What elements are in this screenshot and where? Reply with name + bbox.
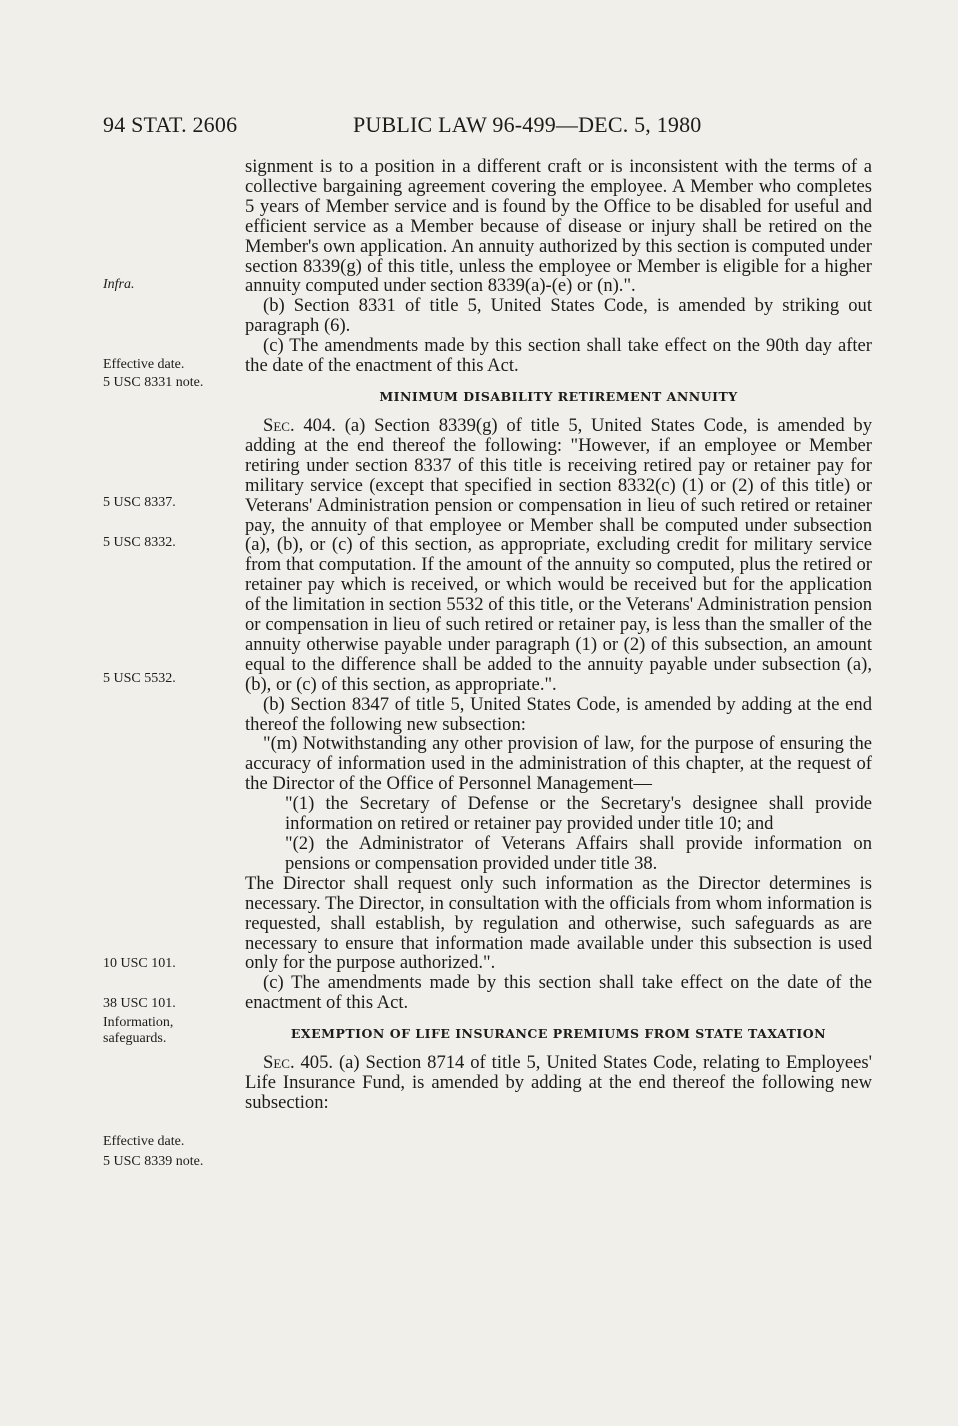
paragraph (245, 416, 872, 695)
paragraph-text: (a) Section 8714 of title 5, United States Code, relating to Employees' Life Insurance Fund, is amended by adding at the end thereof the following new subsection: (245, 1052, 872, 1113)
running-header: PUBLIC LAW 96-499—DEC. 5, 1980 (353, 112, 702, 137)
section-label: Sec. 404. (263, 414, 336, 436)
margin-note-effective-date: Effective date. (103, 1134, 185, 1149)
margin-note-citation: 5 USC 5532. (103, 671, 176, 686)
section-heading: EXEMPTION OF LIFE INSURANCE PREMIUMS FROM STATE TAXATION (290, 1026, 827, 1042)
margin-note-citation: 5 USC 8332. (103, 535, 176, 550)
margin-note-infra: Infra. (103, 277, 135, 292)
paragraph: (b) Section 8331 of title 5, United States Code, is amended by striking out paragraph (6). (245, 295, 872, 337)
body-text (245, 157, 872, 1113)
section-label: Sec. 405. (263, 1052, 334, 1074)
margin-note-citation: 5 USC 8339 note. (103, 1154, 204, 1169)
paragraph (245, 1053, 872, 1113)
paragraph-text: (a) Section 8339(g) of title 5, United States Code, is amended by adding at the end thereof the following: "However, if an employee or Member retiring under section 8337 of this title is receiving retired pay or retainer pay for military service (except that specified in section 8332(c) (1) or (2) of this title) or Veterans' Administration pension or compensation in lieu of such retired or retainer pay, the annuity of that employee or Member shall be computed under subsection (a), (b), or (c) of this section, as appropriate, excluding credit for military service from that computation. If the amount of the annuity so computed, plus the retired or retainer pay which is received, or which would be received but for the application of the limitation in section 5532 of this title, or the Veterans' Administration pension or compensation in lieu of such retired or retainer pay, is less than the smaller of the annuity otherwise payable under paragraph (1) or (2) of this subsection, an amount equal to the difference shall be added to the annuity payable under subsection (a), (b), or (c) of this section, as appropriate.". (245, 414, 873, 695)
margin-note-effective-date: Effective date. (103, 357, 185, 372)
margin-note-citation: 5 USC 8337. (103, 495, 176, 510)
margin-note-citation: 10 USC 101. (103, 956, 176, 971)
margin-note-citation: 5 USC 8331 note. (103, 375, 204, 390)
paragraph: (c) The amendments made by this section shall take effect on the date of the enactment of this Act. (245, 972, 872, 1014)
paragraph: "(2) the Administrator of Veterans Affairs shall provide information on pensions or compensation provided under title 38. (285, 833, 872, 874)
paragraph: (b) Section 8347 of title 5, United States Code, is amended by adding at the end thereof the following new subsection: (245, 693, 872, 735)
margin-note-safeguards: safeguards. (103, 1031, 167, 1046)
paragraph: (c) The amendments made by this section shall take effect on the 90th day after the date of the enactment of this Act. (245, 335, 872, 377)
paragraph: "(1) the Secretary of Defense or the Secretary's designee shall provide information on retired or retainer pay provided under title 10; and (285, 793, 872, 835)
margin-note-information: Information, (103, 1015, 174, 1030)
paragraph: signment is to a position in a different craft or is inconsistent with the terms of a collective bargaining agreement covering the employee. A Member who completes 5 years of Member service and is found by the Office to be disabled for useful and efficient service as a Member because of disease or injury shall be retired on the Member's own application. An annuity authorized by this section is computed under section 8339(g) of this title, unless the employee or Member is eligible for a higher annuity computed under section 8339(a)-(e) or (n).". (245, 156, 872, 297)
margin-note-citation: 38 USC 101. (103, 996, 176, 1011)
stat-page-number: 94 STAT. 2606 (103, 112, 238, 137)
paragraph: The Director shall request only such information as the Director determines is necessary. The Director, in consultation with the officials from whom information is requested, shall establish, by regulation and otherwise, such safeguards as are necessary to ensure that information made available under this subsection is used only for the purpose authorized.". (245, 872, 872, 974)
section-heading: MINIMUM DISABILITY RETIREMENT ANNUITY (379, 388, 738, 404)
paragraph: "(m) Notwithstanding any other provision of law, for the purpose of ensuring the accuracy of information used in the administration of this chapter, at the request of the Director of the Office of Personnel Management— (245, 733, 872, 795)
